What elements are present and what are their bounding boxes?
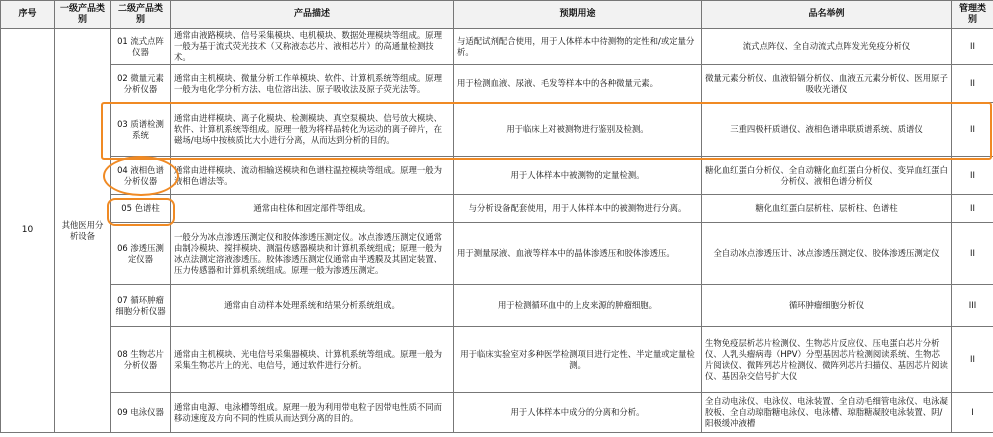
row-description: 通常由电源、电泳槽等组成。原理一般为利用带电粒子因带电性质不同而移动速度及方向不同的性质从而达到分离的目的。 bbox=[171, 393, 454, 433]
table-row bbox=[1, 103, 993, 157]
row-intended-use: 与分析设备配套使用，用于人体样本中的被测物进行分离。 bbox=[454, 195, 702, 223]
header-seq: 序号 bbox=[1, 1, 55, 29]
header-management-class: 管理类别 bbox=[952, 1, 993, 29]
row-code: 03 质谱检测系统 bbox=[111, 103, 171, 157]
table-row bbox=[1, 223, 993, 285]
table-row bbox=[1, 327, 993, 393]
row-code: 09 电泳仪器 bbox=[111, 393, 171, 433]
row-examples: 糖化血红蛋白分析仪、全自动糖化血红蛋白分析仪、变异血红蛋白分析仪、液相色谱分析仪 bbox=[702, 157, 952, 195]
header-row bbox=[1, 1, 993, 29]
row-description: 通常由主机模块、微量分析工作单模块、软件、计算机系统等组成。原理一般为电化学分析方法、电位溶出法、原子吸收法及原子荧光法等。 bbox=[171, 65, 454, 103]
header-examples: 品名举例 bbox=[702, 1, 952, 29]
row-management-class: II bbox=[952, 223, 993, 285]
row-code: 02 微量元素分析仪器 bbox=[111, 65, 171, 103]
row-intended-use: 用于人体样本中被测物的定量检测。 bbox=[454, 157, 702, 195]
table-row bbox=[1, 157, 993, 195]
row-management-class: III bbox=[952, 285, 993, 327]
row-management-class: I bbox=[952, 393, 993, 433]
header-description: 产品描述 bbox=[171, 1, 454, 29]
row-description: 通常由柱体和固定部件等组成。 bbox=[171, 195, 454, 223]
row-code: 06 渗透压测定仪器 bbox=[111, 223, 171, 285]
row-examples: 三重四极杆质谱仪、液相色谱串联质谱系统、质谱仪 bbox=[702, 103, 952, 157]
row-code: 04 液相色谱分析仪器 bbox=[111, 157, 171, 195]
row-management-class: II bbox=[952, 29, 993, 65]
row-examples: 流式点阵仪、全自动流式点阵发光免疫分析仪 bbox=[702, 29, 952, 65]
row-intended-use: 用于测量尿液、血液等样本中的晶体渗透压和胶体渗透压。 bbox=[454, 223, 702, 285]
row-description: 通常由主机模块、光电信号采集器模块、计算机系统等组成。原理一般为采集生物芯片上的光、电信号，通过软件进行分析。 bbox=[171, 327, 454, 393]
row-code: 07 循环肿瘤细胞分析仪器 bbox=[111, 285, 171, 327]
row-intended-use: 用于人体样本中成分的分离和分析。 bbox=[454, 393, 702, 433]
row-description: 通常由液路模块、信号采集模块、电机模块、数据处理模块等组成。原理一般为基于流式荧光技术（又称液态芯片、液相芯片）的高通量检测技术。 bbox=[171, 29, 454, 65]
group-level1: 其他医用分析设备 bbox=[55, 29, 111, 433]
row-description: 通常由自动样本处理系统和结果分析系统组成。 bbox=[171, 285, 454, 327]
table-row bbox=[1, 65, 993, 103]
header-intended-use: 预期用途 bbox=[454, 1, 702, 29]
row-management-class: II bbox=[952, 157, 993, 195]
header-level2: 二级产品类别 bbox=[111, 1, 171, 29]
row-examples: 全自动电泳仪、电泳仪、电泳装置、全自动毛细管电泳仪、电泳凝胶板、全自动琼脂糖电泳仪、电泳槽、琼脂糖凝胶电泳装置、阴/阳极缓冲液槽 bbox=[702, 393, 952, 433]
table-row bbox=[1, 285, 993, 327]
row-description: 通常由进样模块、流动相输送模块和色谱柱温控模块等组成。原理一般为液相色谱法等。 bbox=[171, 157, 454, 195]
row-management-class: II bbox=[952, 65, 993, 103]
row-intended-use: 用于临床实验室对多种医学检测项目进行定性、半定量或定量检测。 bbox=[454, 327, 702, 393]
row-management-class: II bbox=[952, 327, 993, 393]
table-row bbox=[1, 195, 993, 223]
row-intended-use: 与适配试剂配合使用，用于人体样本中待测物的定性和/或定量分析。 bbox=[454, 29, 702, 65]
row-intended-use: 用于检测血液、尿液、毛发等样本中的各种微量元素。 bbox=[454, 65, 702, 103]
table-row bbox=[1, 393, 993, 433]
header-level1: 一级产品类别 bbox=[55, 1, 111, 29]
row-intended-use: 用于临床上对被测物进行鉴别及检测。 bbox=[454, 103, 702, 157]
group-seq: 10 bbox=[1, 29, 55, 433]
row-description: 一般分为冰点渗透压测定仪和胶体渗透压测定仪。冰点渗透压测定仪通常由制冷模块、搅拌模块、测温传感器模块和计算机系统组成；原理一般为冰点法测定溶液渗透压。胶体渗透压测定仪通常由半透膜及其固定装置、压力传感器和计算机系统组成。原理一般为渗透压测定。 bbox=[171, 223, 454, 285]
row-intended-use: 用于检测循环血中的上皮来源的肿瘤细胞。 bbox=[454, 285, 702, 327]
row-description: 通常由进样模块、离子化模块、检测模块、真空泵模块、信号放大模块、软件、计算机系统等组成。原理一般为将样品转化为运动的离子碎片，在磁场/电场中按核质比大小进行分离，从而达到分析的目的。 bbox=[171, 103, 454, 157]
row-examples: 生物免疫层析芯片检测仪、生物芯片反应仪、压电蛋白芯片分析仪、人乳头瘤病毒（HPV）分型基因芯片检测阅读系统、生物芯片阅读仪、微阵列芯片检测仪、微阵列芯片扫描仪、基因芯片阅读仪、基因杂交信号扩大仪 bbox=[702, 327, 952, 393]
table-row bbox=[1, 29, 993, 65]
row-management-class: II bbox=[952, 103, 993, 157]
row-examples: 循环肿瘤细胞分析仪 bbox=[702, 285, 952, 327]
row-examples: 糖化血红蛋白层析柱、层析柱、色谱柱 bbox=[702, 195, 952, 223]
row-code: 05 色谱柱 bbox=[111, 195, 171, 223]
row-examples: 微量元素分析仪、血液铅镉分析仪、血液五元素分析仪、医用原子吸收光谱仪 bbox=[702, 65, 952, 103]
row-code: 01 流式点阵仪器 bbox=[111, 29, 171, 65]
row-management-class: II bbox=[952, 195, 993, 223]
row-code: 08 生物芯片分析仪器 bbox=[111, 327, 171, 393]
row-examples: 全自动冰点渗透压计、冰点渗透压测定仪、胶体渗透压测定仪 bbox=[702, 223, 952, 285]
